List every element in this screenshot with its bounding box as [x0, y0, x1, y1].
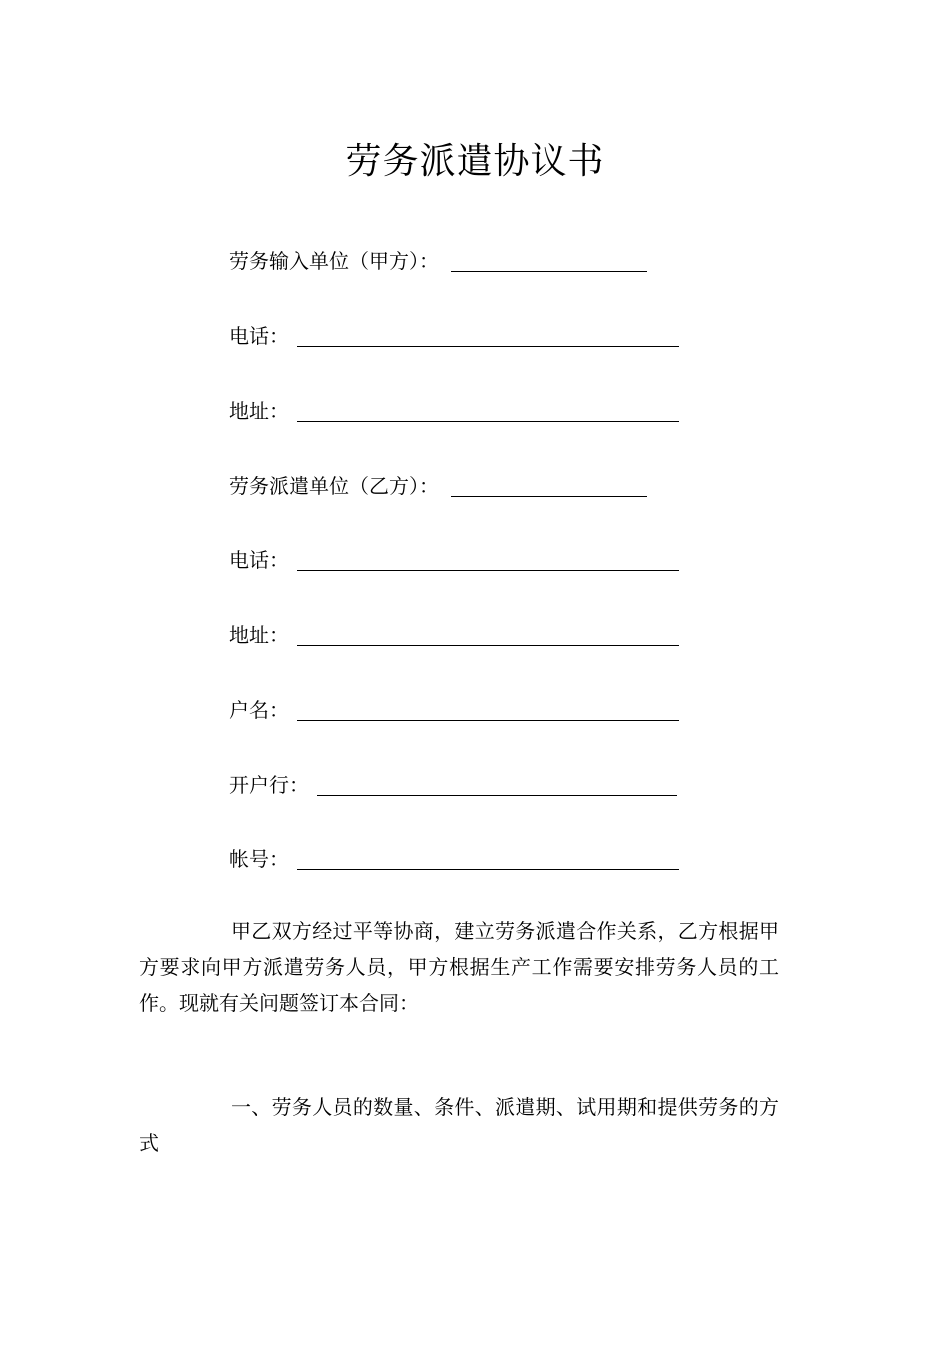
- field-label: 劳务输入单位（甲方）：: [229, 249, 439, 273]
- fill-in-blank[interactable]: [451, 251, 647, 272]
- field-label: 电话：: [229, 548, 289, 572]
- field-account-name: [229, 693, 679, 723]
- field-party-a-unit: [229, 244, 647, 274]
- document-title: 劳务派遣协议书: [345, 141, 605, 182]
- field-bank: [229, 768, 677, 798]
- fill-in-blank[interactable]: [297, 849, 679, 870]
- field-label: 户名：: [229, 698, 289, 722]
- fill-in-blank[interactable]: [297, 700, 679, 721]
- field-label: 电话：: [229, 324, 289, 348]
- fill-in-blank[interactable]: [297, 326, 679, 347]
- field-label: 地址：: [229, 623, 289, 647]
- field-label: 劳务派遣单位（乙方）：: [229, 474, 439, 498]
- paragraph-intro: 甲乙双方经过平等协商，建立劳务派遣合作关系，乙方根据甲方要求向甲方派遣劳务人员，甲方根据生产工作需要安排劳务人员的工作。现就有关问题签订本合同：: [139, 919, 779, 1015]
- field-party-b-unit: [229, 469, 647, 499]
- fill-in-blank[interactable]: [317, 775, 677, 796]
- field-party-a-address: [229, 394, 679, 424]
- fill-in-blank[interactable]: [297, 550, 679, 571]
- field-label: 开户行：: [229, 773, 309, 797]
- field-party-b-address: [229, 618, 679, 648]
- fill-in-blank[interactable]: [297, 401, 679, 422]
- field-party-b-phone: [229, 543, 679, 573]
- fill-in-blank[interactable]: [451, 476, 647, 497]
- field-label: 帐号：: [229, 847, 289, 871]
- paragraph-section-one-heading: 一、劳务人员的数量、条件、派遣期、试用期和提供劳务的方式: [139, 1095, 779, 1155]
- field-party-a-phone: [229, 319, 679, 349]
- fill-in-blank[interactable]: [297, 625, 679, 646]
- field-label: 地址：: [229, 399, 289, 423]
- field-account-number: [229, 842, 679, 872]
